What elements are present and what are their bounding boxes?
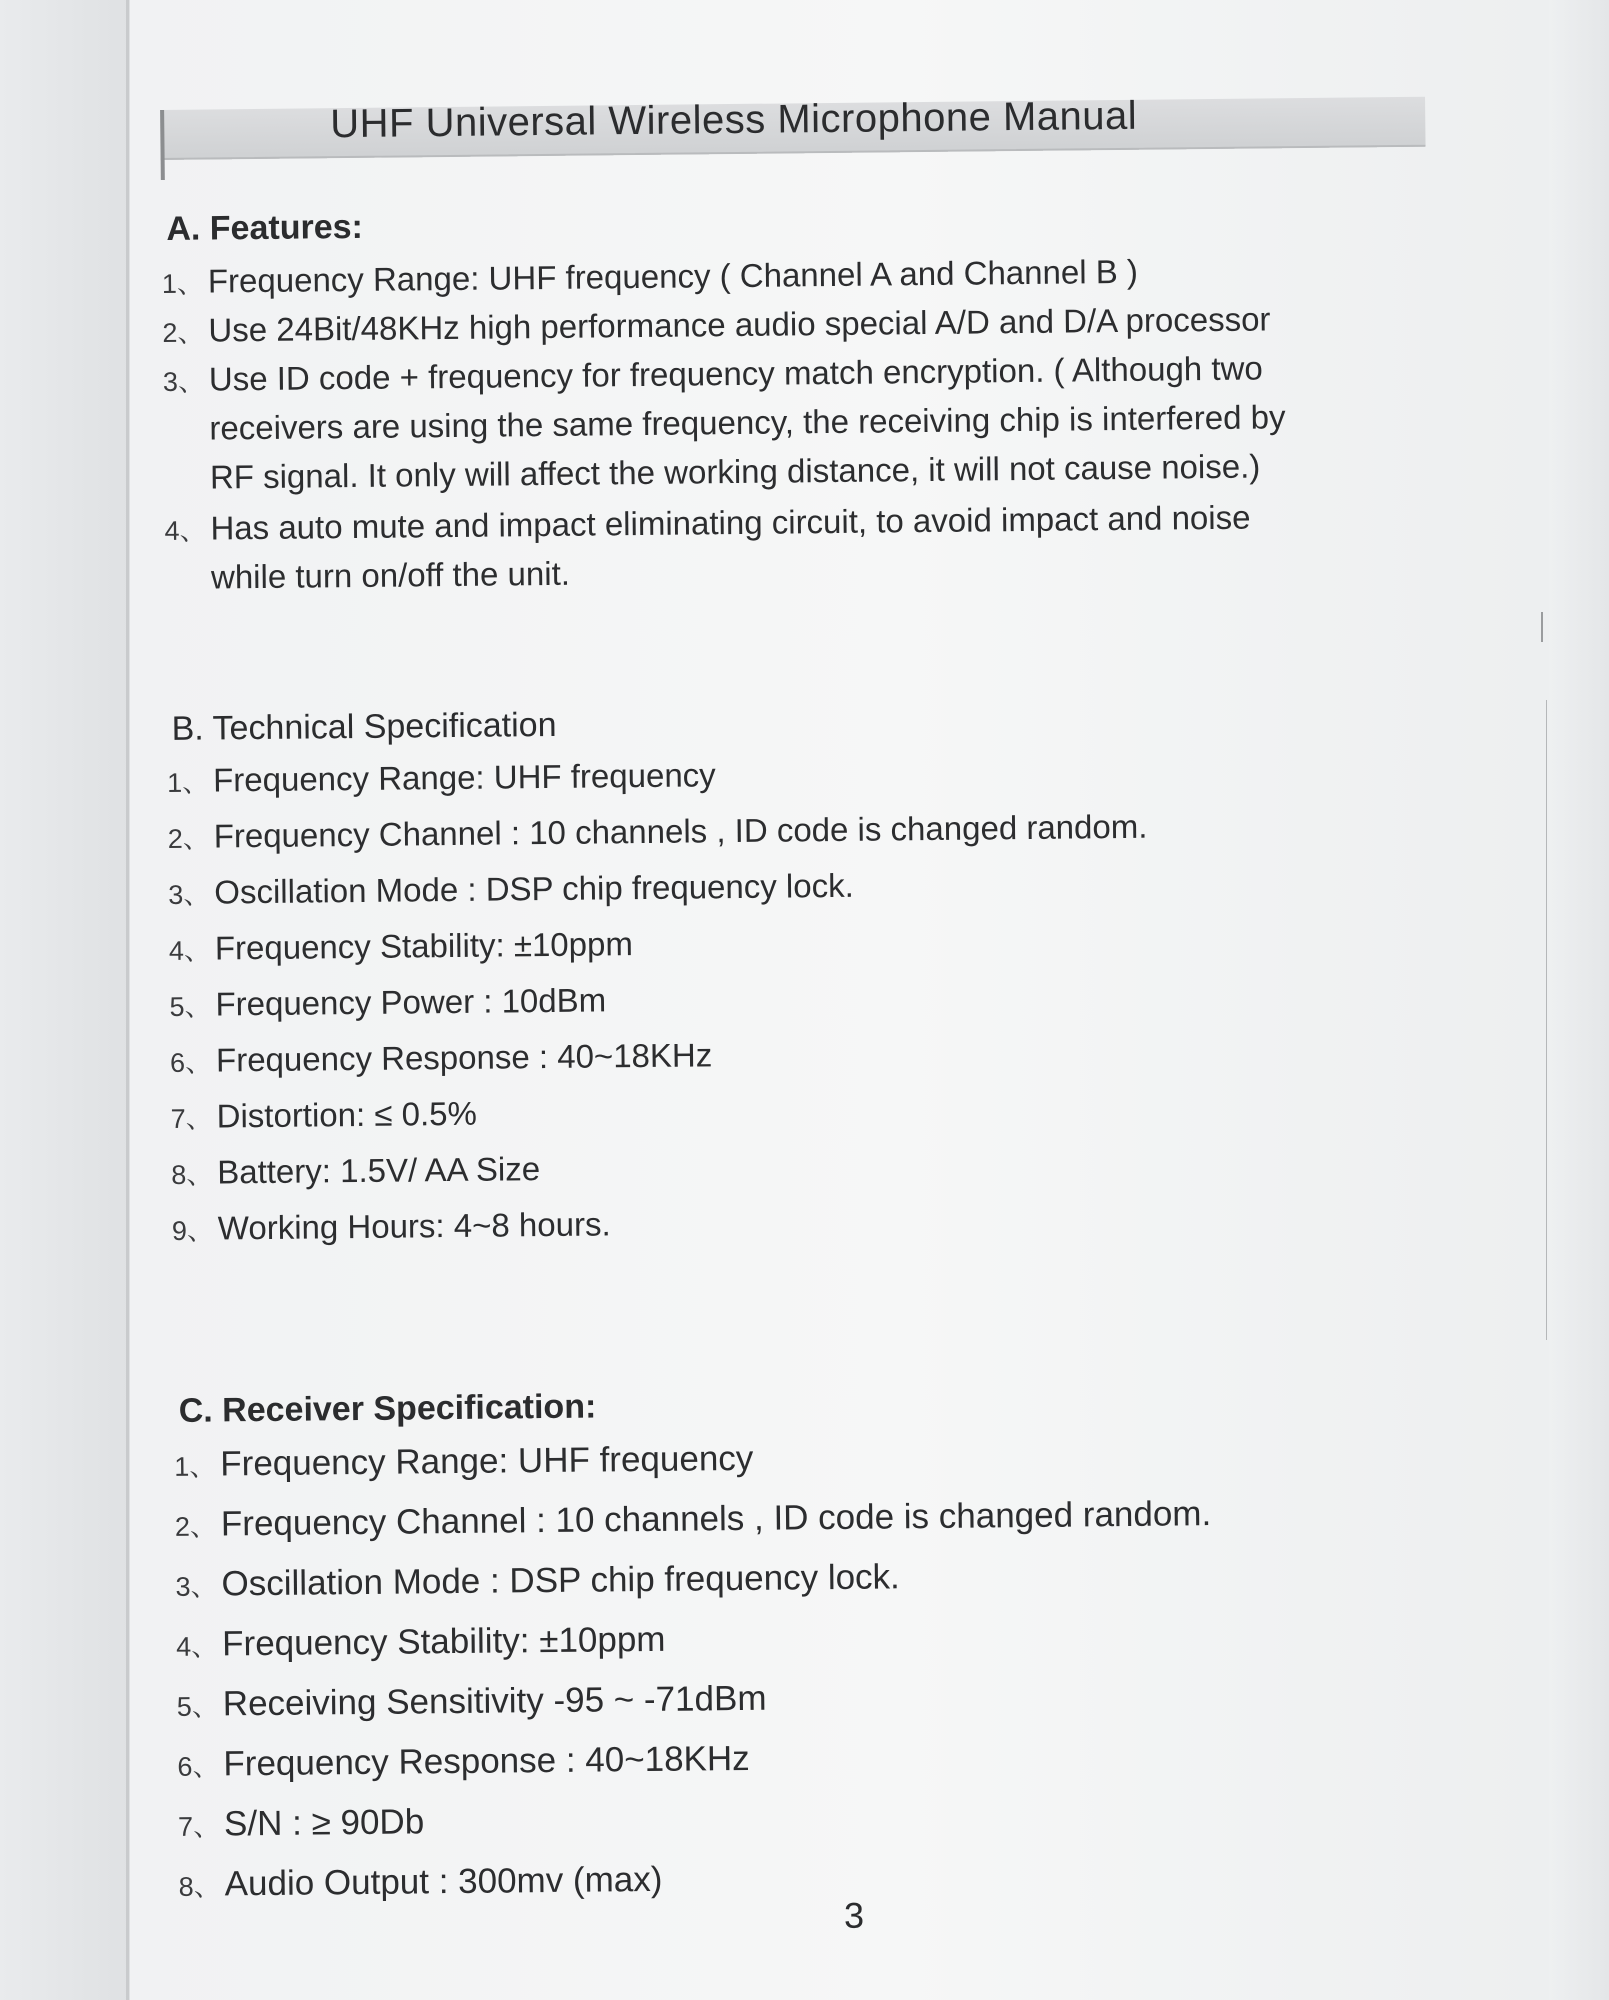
item-text: Frequency Stability: ±10ppm — [214, 925, 634, 967]
edge-mark — [1541, 612, 1543, 642]
item-continuation: RF signal. It only will affect the working distance, it will not cause noise.) — [209, 447, 1261, 496]
item-number: 6、 — [169, 1047, 213, 1078]
item-text: Receiving Sensitivity -95 ~ -71dBm — [222, 1678, 767, 1724]
item-text: Audio Output : 300mv (max) — [224, 1859, 663, 1904]
item-text: Distortion: ≤ 0.5% — [216, 1094, 478, 1135]
technical-item — [170, 1089, 477, 1144]
receiver-item — [177, 1734, 750, 1792]
item-text: Frequency Range: UHF frequency ( Channel A and Channel B ) — [207, 252, 1139, 300]
item-text: Frequency Range: UHF frequency — [212, 756, 716, 799]
page-number: 3 — [843, 1894, 865, 1936]
receiver-item — [178, 1797, 425, 1852]
previous-page-edge — [0, 0, 130, 2000]
technical-item — [169, 975, 606, 1032]
item-text: Frequency Channel : 10 channels , ID code is changed random. — [213, 807, 1148, 855]
receiver-item — [175, 1489, 1212, 1552]
receiver-item — [178, 1855, 662, 1912]
item-number: 8、 — [171, 1159, 214, 1190]
item-continuation: receivers are using the same frequency, the receiving chip is interfered by — [209, 398, 1286, 447]
item-number: 6、 — [177, 1751, 220, 1782]
manual-page — [160, 87, 1449, 1960]
item-text: Working Hours: 4~8 hours. — [217, 1205, 611, 1247]
item-number: 9、 — [171, 1215, 215, 1246]
item-number: 4、 — [164, 515, 207, 546]
technical-heading: B. Technical Specification — [171, 705, 557, 748]
technical-item — [169, 919, 634, 976]
technical-item — [167, 802, 1147, 864]
item-continuation: while turn on/off the unit. — [210, 554, 571, 596]
item-text: Has auto mute and impact eliminating circuit, to avoid impact and noise — [210, 498, 1251, 547]
item-number: 3、 — [162, 366, 206, 397]
item-number: 8、 — [178, 1871, 221, 1902]
edge-mark — [1546, 700, 1547, 1340]
next-page-edge — [1549, 0, 1609, 2000]
item-text: S/N : ≥ 90Db — [223, 1802, 425, 1844]
page-fold-line — [126, 0, 129, 2000]
item-number: 2、 — [167, 823, 210, 854]
item-text: Frequency Range: UHF frequency — [220, 1438, 754, 1484]
item-number: 2、 — [174, 1511, 218, 1542]
technical-item — [168, 861, 854, 920]
item-number: 3、 — [168, 879, 211, 910]
item-number: 5、 — [176, 1691, 220, 1722]
receiver-item — [176, 1615, 666, 1672]
item-text: Use 24Bit/48KHz high performance audio special A/D and D/A processor — [208, 300, 1271, 349]
item-number: 4、 — [176, 1631, 219, 1662]
item-text: Frequency Response : 40~18KHz — [223, 1738, 750, 1784]
item-number: 3、 — [175, 1571, 218, 1602]
item-text: Oscillation Mode : DSP chip frequency lock. — [214, 866, 854, 911]
item-number: 2、 — [162, 317, 205, 348]
item-number: 1、 — [166, 767, 210, 798]
item-text: Frequency Stability: ±10ppm — [221, 1619, 666, 1664]
page-title: UHF Universal Wireless Microphone Manual — [330, 93, 1138, 147]
item-number: 5、 — [169, 991, 212, 1022]
technical-item — [171, 1144, 540, 1200]
receiver-item — [174, 1434, 754, 1492]
item-text: Frequency Channel : 10 channels , ID code is changed random. — [220, 1494, 1212, 1544]
technical-item — [170, 1030, 713, 1088]
item-number: 4、 — [168, 935, 212, 966]
item-text: Battery: 1.5V/ AA Size — [217, 1150, 541, 1191]
receiver-item — [175, 1552, 900, 1612]
features-item — [164, 493, 1251, 556]
item-text: Frequency Power : 10dBm — [215, 981, 607, 1023]
item-number: 7、 — [170, 1103, 213, 1134]
receiver-item — [177, 1674, 767, 1732]
item-text: Frequency Response : 40~18KHz — [215, 1036, 713, 1079]
features-heading: A. Features: — [166, 207, 364, 248]
technical-item — [167, 750, 716, 808]
item-text: Use ID code + frequency for frequency match encryption. ( Although two — [208, 349, 1263, 398]
item-text: Oscillation Mode : DSP chip frequency lock. — [221, 1557, 900, 1604]
technical-item — [172, 1199, 611, 1256]
item-number: 7、 — [177, 1811, 221, 1842]
title-banner-tick — [160, 110, 165, 180]
item-number: 1、 — [161, 268, 205, 299]
item-number: 1、 — [174, 1451, 217, 1482]
receiver-heading: C. Receiver Specification: — [178, 1387, 597, 1430]
